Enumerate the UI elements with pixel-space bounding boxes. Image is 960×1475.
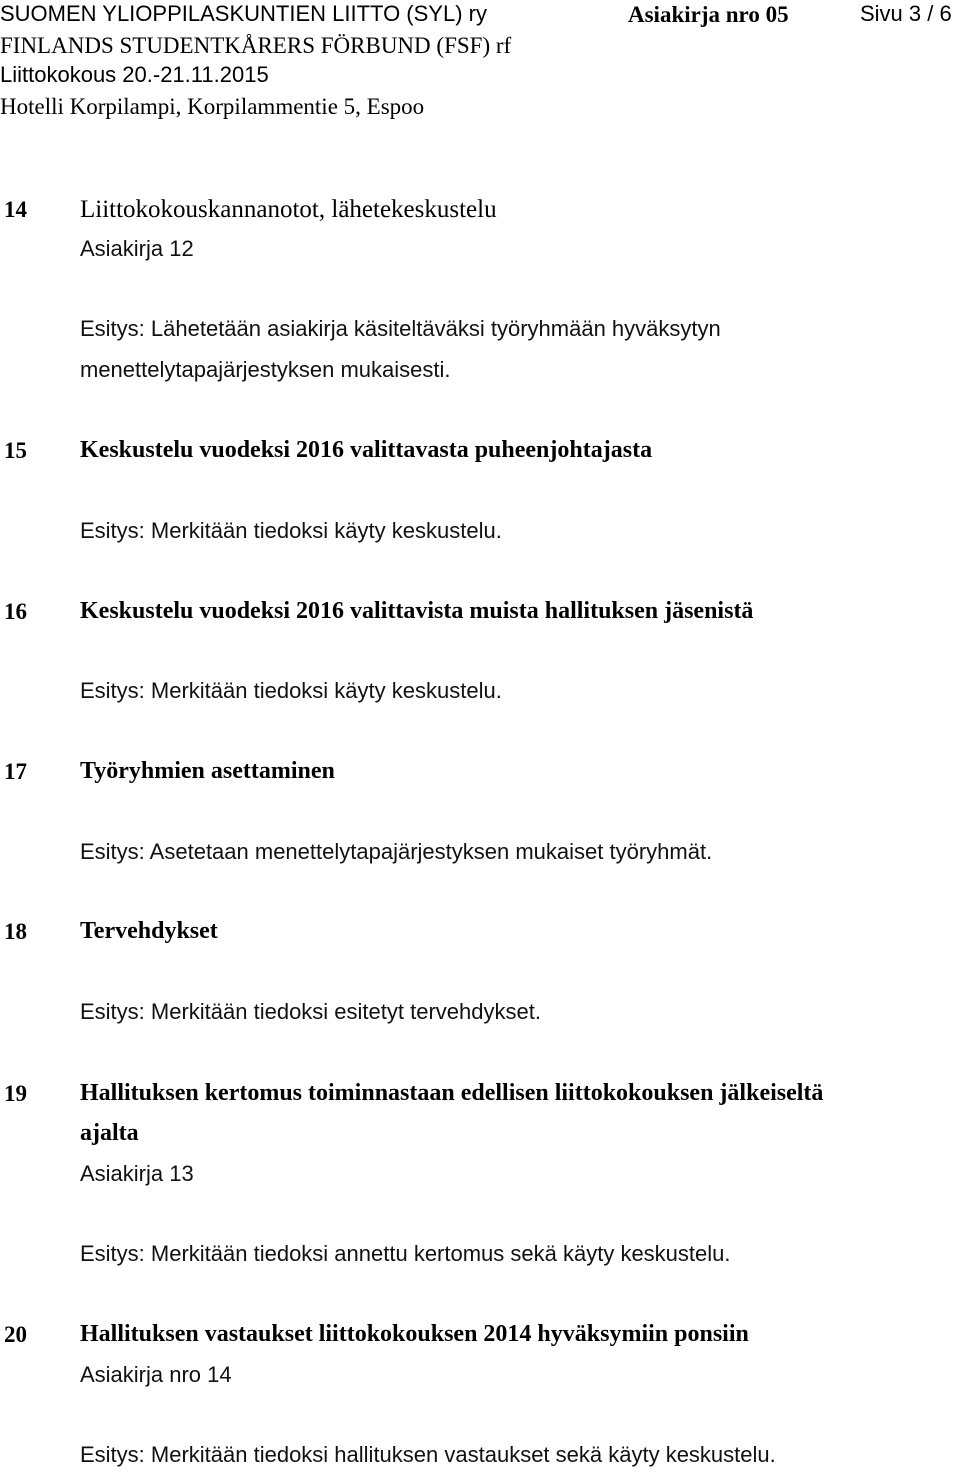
item-attachment: Asiakirja 12	[80, 236, 194, 261]
item-proposal: Esitys: Merkitään tiedoksi annettu kertomus sekä käyty keskustelu.	[80, 1241, 731, 1266]
item-proposal: Esitys: Merkitään tiedoksi käyty keskustelu.	[80, 678, 502, 703]
item-proposal: Esitys: Merkitään tiedoksi käyty keskustelu.	[80, 518, 502, 543]
item-proposal: Esitys: Lähetetään asiakirja käsiteltäväksi työryhmään hyväksytyn	[80, 316, 721, 341]
item-number: 15	[4, 438, 27, 463]
item-title: Hallituksen kertomus toiminnastaan edellisen liittokokouksen jälkeiseltä	[80, 1080, 824, 1106]
item-title: Työryhmien asettaminen	[80, 758, 335, 784]
item-title: Tervehdykset	[80, 918, 218, 944]
header-org-fi: SUOMEN YLIOPPILASKUNTIEN LIITTO (SYL) ry	[0, 1, 487, 26]
item-title: Keskustelu vuodeksi 2016 valittavista muista hallituksen jäsenistä	[80, 598, 754, 624]
item-title: Liittokokouskannanotot, lähetekeskustelu	[80, 196, 497, 223]
item-number: 17	[4, 759, 27, 784]
header-meeting: Liittokokous 20.-21.11.2015	[0, 62, 269, 87]
item-title-continuation: ajalta	[80, 1120, 139, 1146]
item-proposal: Esitys: Merkitään tiedoksi esitetyt tervehdykset.	[80, 999, 541, 1024]
item-number: 19	[4, 1081, 27, 1106]
item-attachment: Asiakirja 13	[80, 1161, 194, 1186]
item-title: Keskustelu vuodeksi 2016 valittavasta puheenjohtajasta	[80, 437, 653, 463]
item-title: Hallituksen vastaukset liittokokouksen 2014 hyväksymiin ponsiin	[80, 1321, 749, 1347]
item-number: 16	[4, 599, 27, 624]
header-org-sv: FINLANDS STUDENTKÅRERS FÖRBUND (FSF) rf	[0, 33, 512, 58]
item-attachment: Asiakirja nro 14	[80, 1362, 232, 1387]
item-proposal-continuation: menettelytapajärjestyksen mukaisesti.	[80, 357, 451, 382]
item-proposal: Esitys: Merkitään tiedoksi hallituksen vastaukset sekä käyty keskustelu.	[80, 1442, 776, 1467]
item-number: 14	[4, 197, 27, 222]
item-number: 18	[4, 919, 27, 944]
header-doc-number: Asiakirja nro 05	[628, 2, 789, 27]
item-number: 20	[4, 1322, 27, 1347]
item-proposal: Esitys: Asetetaan menettelytapajärjestyksen mukaiset työryhmät.	[80, 839, 713, 864]
header-venue: Hotelli Korpilampi, Korpilammentie 5, Espoo	[0, 94, 425, 119]
header-page-number: Sivu 3 / 6	[860, 1, 952, 26]
